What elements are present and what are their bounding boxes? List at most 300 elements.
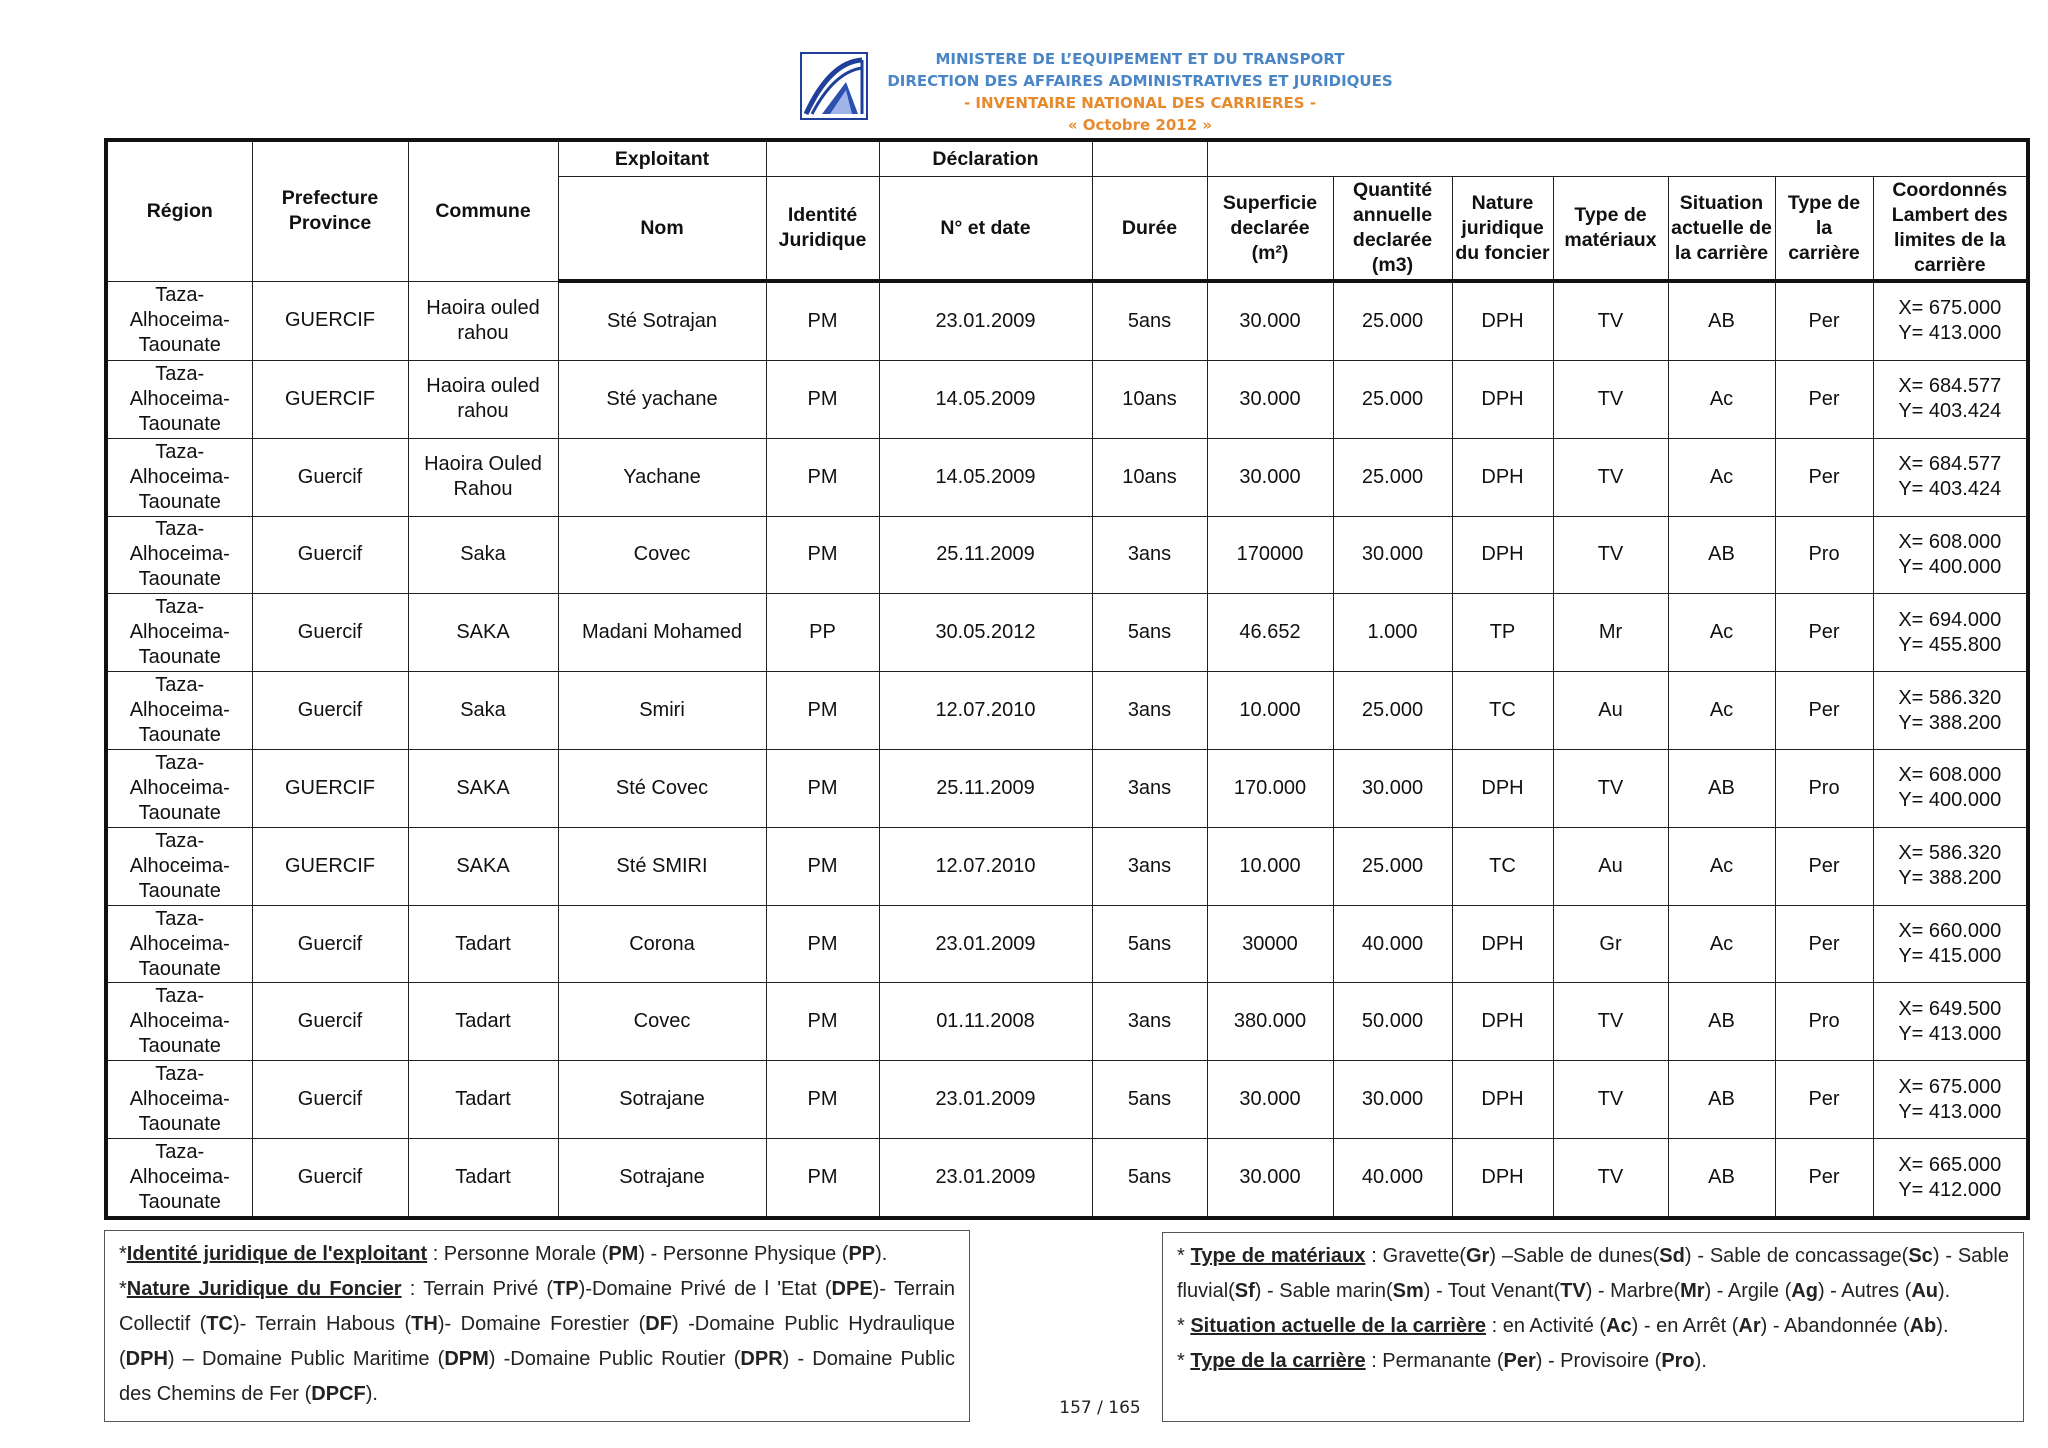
- cell-identite: PM: [766, 360, 879, 438]
- cell-commune: Tadart: [408, 1061, 558, 1139]
- coord-y: Y= 403.424: [1898, 400, 2002, 423]
- cell-province: Guercif: [252, 438, 408, 516]
- cell-materiaux: Mr: [1553, 594, 1668, 672]
- cell-nom: Yachane: [558, 438, 766, 516]
- coord-x: X= 665.000: [1898, 1153, 2002, 1176]
- cell-nature: DPH: [1452, 360, 1553, 438]
- group-header-empty-3: [1207, 140, 2028, 177]
- legend-code: Ac: [1606, 1315, 1632, 1337]
- table-row: [106, 516, 2028, 594]
- cell-region: Taza-Alhoceima-Taounate: [106, 360, 252, 438]
- cell-region: Taza-Alhoceima-Taounate: [106, 281, 252, 360]
- legend-code: DPM: [444, 1348, 489, 1370]
- cell-superficie: 380.000: [1207, 983, 1333, 1061]
- cell-quantite: 40.000: [1333, 905, 1452, 983]
- legend-text: ) - Autres (: [1817, 1280, 1912, 1302]
- cell-type: Per: [1775, 672, 1873, 750]
- group-header-empty-2: [1092, 140, 1207, 177]
- col-header-region: Région: [106, 140, 252, 281]
- col-header-coordonnees: Coordonnés Lambert des limites de la carrière: [1873, 177, 2028, 282]
- legend-left: [104, 1230, 970, 1422]
- cell-commune: Haoira ouled rahou: [408, 281, 558, 360]
- ministry-logo: [800, 52, 868, 120]
- legend-code: PM: [608, 1243, 639, 1265]
- table-row: [106, 827, 2028, 905]
- col-header-quantite: Quantité annuelle declarée (m3): [1333, 177, 1452, 282]
- cell-nature: TP: [1452, 594, 1553, 672]
- coord-y: Y= 388.200: [1898, 867, 2002, 890]
- legend-code: DPH: [125, 1348, 168, 1370]
- cell-commune: Haoira Ouled Rahou: [408, 438, 558, 516]
- coord-x: X= 586.320: [1898, 686, 2002, 709]
- cell-commune: Tadart: [408, 905, 558, 983]
- header-ministry: MINISTERE DE L’EQUIPEMENT ET DU TRANSPORT: [935, 50, 1345, 68]
- cell-nom: Sotrajane: [558, 1061, 766, 1139]
- cell-superficie: 46.652: [1207, 594, 1333, 672]
- coord-y: Y= 403.424: [1898, 478, 2002, 501]
- cell-date: 14.05.2009: [879, 438, 1092, 516]
- cell-superficie: 30000: [1207, 905, 1333, 983]
- cell-type: Per: [1775, 1139, 1873, 1218]
- cell-situation: Ac: [1668, 360, 1775, 438]
- cell-duree: 3ans: [1092, 983, 1207, 1061]
- legend-code: Ar: [1738, 1315, 1761, 1337]
- cell-commune: SAKA: [408, 594, 558, 672]
- page-number: 157 / 165: [1059, 1398, 1141, 1418]
- cell-nature: DPH: [1452, 438, 1553, 516]
- legend-situation: [1177, 1309, 2009, 1344]
- cell-identite: PM: [766, 281, 879, 360]
- legend-title: Nature Juridique du Foncier: [126, 1278, 402, 1300]
- col-header-duree: Durée: [1092, 177, 1207, 282]
- coord-x: X= 684.577: [1898, 375, 2002, 398]
- legend-text: ).: [1694, 1350, 1707, 1372]
- cell-province: Guercif: [252, 1061, 408, 1139]
- cell-superficie: 170.000: [1207, 749, 1333, 827]
- cell-identite: PP: [766, 594, 879, 672]
- cell-province: Guercif: [252, 1139, 408, 1218]
- legend-title: Type de matériaux: [1190, 1245, 1366, 1267]
- cell-commune: Tadart: [408, 983, 558, 1061]
- legend-text: *: [119, 1243, 127, 1265]
- legend-text: ) - Domaine Public des Chemins de Fer (: [119, 1348, 955, 1405]
- cell-situation: AB: [1668, 516, 1775, 594]
- legend-text: ) - Sable fluvial(: [1177, 1245, 2009, 1302]
- legend-code: Per: [1503, 1350, 1536, 1372]
- col-header-materiaux: Type de matériaux: [1553, 177, 1668, 282]
- cell-identite: PM: [766, 1139, 879, 1218]
- legend-code: TH: [411, 1313, 438, 1335]
- cell-region: Taza-Alhoceima-Taounate: [106, 438, 252, 516]
- legend-code: PP: [848, 1243, 876, 1265]
- coord-x: X= 608.000: [1898, 764, 2002, 787]
- legend-text: )-Domaine Privé de l 'Etat (: [578, 1278, 832, 1300]
- cell-type: Pro: [1775, 516, 1873, 594]
- cell-date: 23.01.2009: [879, 1061, 1092, 1139]
- col-header-commune: Commune: [408, 140, 558, 281]
- cell-identite: PM: [766, 438, 879, 516]
- cell-situation: Ac: [1668, 594, 1775, 672]
- legend-text: ).: [365, 1383, 378, 1405]
- cell-duree: 5ans: [1092, 281, 1207, 360]
- cell-materiaux: TV: [1553, 281, 1668, 360]
- legend-text: : Permanante (: [1365, 1350, 1504, 1372]
- cell-nature: DPH: [1452, 281, 1553, 360]
- legend-code: Ab: [1909, 1315, 1937, 1337]
- cell-date: 23.01.2009: [879, 281, 1092, 360]
- cell-date: 12.07.2010: [879, 827, 1092, 905]
- cell-type: Per: [1775, 281, 1873, 360]
- cell-situation: Ac: [1668, 905, 1775, 983]
- document-header: [800, 48, 1393, 148]
- coord-x: X= 649.500: [1898, 997, 2002, 1020]
- cell-coordonnees: [1873, 672, 2028, 750]
- legend-text: ) - Sable marin(: [1254, 1280, 1393, 1302]
- cell-duree: 5ans: [1092, 1139, 1207, 1218]
- cell-type: Per: [1775, 905, 1873, 983]
- legend-text: ) - Argile (: [1704, 1280, 1792, 1302]
- cell-commune: Saka: [408, 516, 558, 594]
- cell-superficie: 30.000: [1207, 1061, 1333, 1139]
- legend-code: TC: [206, 1313, 233, 1335]
- legend-materiaux: [1177, 1239, 2009, 1309]
- table-row: [106, 438, 2028, 516]
- cell-coordonnees: [1873, 360, 2028, 438]
- cell-quantite: 25.000: [1333, 827, 1452, 905]
- cell-superficie: 30.000: [1207, 438, 1333, 516]
- coord-x: X= 608.000: [1898, 530, 2002, 553]
- col-header-superficie: Superficie declarée (m²): [1207, 177, 1333, 282]
- cell-commune: Tadart: [408, 1139, 558, 1218]
- table-body: [106, 281, 2028, 1218]
- legend-text: ) - Sable de concassage(: [1684, 1245, 1909, 1267]
- legend-code: DF: [645, 1313, 672, 1335]
- table-row: [106, 749, 2028, 827]
- cell-nom: Sotrajane: [558, 1139, 766, 1218]
- group-header-exploitant: Exploitant: [558, 140, 766, 177]
- cell-region: Taza-Alhoceima-Taounate: [106, 983, 252, 1061]
- cell-province: Guercif: [252, 905, 408, 983]
- cell-nature: DPH: [1452, 1061, 1553, 1139]
- legend-code: Pro: [1661, 1350, 1695, 1372]
- legend-title: Situation actuelle de la carrière: [1190, 1315, 1487, 1337]
- cell-nom: Smiri: [558, 672, 766, 750]
- coord-y: Y= 412.000: [1898, 1178, 2002, 1201]
- cell-coordonnees: [1873, 905, 2028, 983]
- legend-text: ) - Tout Venant(: [1423, 1280, 1561, 1302]
- cell-province: GUERCIF: [252, 281, 408, 360]
- legend-text: ) -Domaine Public Routier (: [488, 1348, 741, 1370]
- cell-nom: Sté SMIRI: [558, 827, 766, 905]
- coord-y: Y= 413.000: [1898, 322, 2002, 345]
- header-direction: DIRECTION DES AFFAIRES ADMINISTRATIVES ET JURIDIQUES: [887, 72, 1393, 90]
- cell-identite: PM: [766, 749, 879, 827]
- legend-code: Sc: [1908, 1245, 1933, 1267]
- table-row: [106, 1061, 2028, 1139]
- cell-nom: Madani Mohamed: [558, 594, 766, 672]
- legend-text: : Terrain Privé (: [401, 1278, 554, 1300]
- cell-type: Per: [1775, 438, 1873, 516]
- cell-duree: 3ans: [1092, 672, 1207, 750]
- legend-title: Type de la carrière: [1190, 1350, 1366, 1372]
- cell-type: Pro: [1775, 749, 1873, 827]
- legend-text: )- Terrain Habous (: [232, 1313, 412, 1335]
- cell-situation: AB: [1668, 749, 1775, 827]
- cell-materiaux: TV: [1553, 360, 1668, 438]
- cell-commune: Saka: [408, 672, 558, 750]
- cell-nature: DPH: [1452, 749, 1553, 827]
- cell-coordonnees: [1873, 749, 2028, 827]
- col-header-province: Prefecture Province: [252, 140, 408, 281]
- coord-y: Y= 455.800: [1898, 633, 2002, 656]
- cell-superficie: 170000: [1207, 516, 1333, 594]
- legend-text: ) - Personne Physique (: [638, 1243, 849, 1265]
- coord-y: Y= 413.000: [1898, 1022, 2002, 1045]
- cell-province: Guercif: [252, 983, 408, 1061]
- legend-text: *: [1177, 1245, 1191, 1267]
- legend-code: Au: [1911, 1280, 1938, 1302]
- col-header-identite: Identité Juridique: [766, 177, 879, 282]
- legend-nature: [119, 1272, 955, 1412]
- col-header-nom: Nom: [558, 177, 766, 282]
- cell-situation: AB: [1668, 281, 1775, 360]
- legend-text: ) - Marbre(: [1585, 1280, 1681, 1302]
- quarries-table: [104, 138, 2030, 1220]
- cell-quantite: 50.000: [1333, 983, 1452, 1061]
- cell-type: Pro: [1775, 983, 1873, 1061]
- cell-materiaux: TV: [1553, 749, 1668, 827]
- group-header-empty-1: [766, 140, 879, 177]
- cell-superficie: 30.000: [1207, 360, 1333, 438]
- cell-duree: 10ans: [1092, 438, 1207, 516]
- cell-coordonnees: [1873, 438, 2028, 516]
- col-header-type: Type de la carrière: [1775, 177, 1873, 282]
- legend-text: )- Terrain Collectif (: [119, 1278, 956, 1335]
- legend-code: DPCF: [311, 1383, 366, 1405]
- legend-text: ) -Domaine Public Hydraulique (: [119, 1313, 955, 1370]
- cell-identite: PM: [766, 827, 879, 905]
- cell-commune: Haoira ouled rahou: [408, 360, 558, 438]
- cell-nature: DPH: [1452, 983, 1553, 1061]
- cell-nature: DPH: [1452, 905, 1553, 983]
- table-row: [106, 672, 2028, 750]
- legend-code: Gr: [1466, 1245, 1490, 1267]
- legend-text: ) - en Arrêt (: [1631, 1315, 1739, 1337]
- cell-province: Guercif: [252, 672, 408, 750]
- legend-text: : en Activité (: [1486, 1315, 1607, 1337]
- coord-y: Y= 400.000: [1898, 555, 2002, 578]
- cell-quantite: 25.000: [1333, 672, 1452, 750]
- legend-code: Ag: [1791, 1280, 1818, 1302]
- cell-date: 12.07.2010: [879, 672, 1092, 750]
- cell-identite: PM: [766, 983, 879, 1061]
- cell-materiaux: Au: [1553, 672, 1668, 750]
- cell-province: Guercif: [252, 594, 408, 672]
- legend-text: *: [1177, 1315, 1191, 1337]
- legend-code: DPR: [740, 1348, 783, 1370]
- table-row: [106, 905, 2028, 983]
- legend-text: ).: [1937, 1280, 1951, 1302]
- cell-superficie: 10.000: [1207, 827, 1333, 905]
- cell-province: Guercif: [252, 516, 408, 594]
- cell-region: Taza-Alhoceima-Taounate: [106, 905, 252, 983]
- cell-nom: Sté yachane: [558, 360, 766, 438]
- cell-coordonnees: [1873, 281, 2028, 360]
- cell-date: 01.11.2008: [879, 983, 1092, 1061]
- cell-region: Taza-Alhoceima-Taounate: [106, 594, 252, 672]
- cell-materiaux: TV: [1553, 1061, 1668, 1139]
- cell-situation: AB: [1668, 983, 1775, 1061]
- legend-code: Sm: [1392, 1280, 1424, 1302]
- coord-x: X= 684.577: [1898, 453, 2002, 476]
- cell-region: Taza-Alhoceima-Taounate: [106, 516, 252, 594]
- cell-identite: PM: [766, 1061, 879, 1139]
- coord-x: X= 675.000: [1898, 1075, 2002, 1098]
- cell-region: Taza-Alhoceima-Taounate: [106, 672, 252, 750]
- cell-identite: PM: [766, 516, 879, 594]
- cell-materiaux: TV: [1553, 438, 1668, 516]
- cell-province: GUERCIF: [252, 360, 408, 438]
- cell-date: 30.05.2012: [879, 594, 1092, 672]
- header-inventory-title: - INVENTAIRE NATIONAL DES CARRIERES -: [963, 94, 1317, 112]
- header-date: « Octobre 2012 »: [1067, 116, 1213, 134]
- cell-nature: TC: [1452, 827, 1553, 905]
- legend-code: TV: [1560, 1280, 1586, 1302]
- legend-title: Identité juridique de l'exploitant: [126, 1243, 428, 1265]
- cell-coordonnees: [1873, 594, 2028, 672]
- legend-code: DPE: [831, 1278, 873, 1300]
- cell-quantite: 40.000: [1333, 1139, 1452, 1218]
- cell-materiaux: TV: [1553, 983, 1668, 1061]
- cell-superficie: 30.000: [1207, 281, 1333, 360]
- cell-coordonnees: [1873, 1061, 2028, 1139]
- cell-type: Per: [1775, 594, 1873, 672]
- cell-identite: PM: [766, 905, 879, 983]
- cell-type: Per: [1775, 1061, 1873, 1139]
- cell-superficie: 10.000: [1207, 672, 1333, 750]
- legend-text: ) –Sable de dunes(: [1489, 1245, 1660, 1267]
- cell-quantite: 30.000: [1333, 749, 1452, 827]
- cell-materiaux: TV: [1553, 516, 1668, 594]
- coord-x: X= 586.320: [1898, 842, 2002, 865]
- cell-superficie: 30.000: [1207, 1139, 1333, 1218]
- coord-x: X= 694.000: [1898, 608, 2002, 631]
- legend-code: Mr: [1680, 1280, 1705, 1302]
- cell-materiaux: Au: [1553, 827, 1668, 905]
- cell-identite: PM: [766, 672, 879, 750]
- cell-quantite: 25.000: [1333, 360, 1452, 438]
- table-row: [106, 983, 2028, 1061]
- cell-date: 14.05.2009: [879, 360, 1092, 438]
- cell-nom: Covec: [558, 983, 766, 1061]
- cell-situation: Ac: [1668, 672, 1775, 750]
- cell-region: Taza-Alhoceima-Taounate: [106, 827, 252, 905]
- cell-region: Taza-Alhoceima-Taounate: [106, 1139, 252, 1218]
- cell-date: 23.01.2009: [879, 1139, 1092, 1218]
- legend-text: ).: [1936, 1315, 1949, 1337]
- table-row: [106, 281, 2028, 360]
- legend-identite: [119, 1237, 955, 1272]
- cell-coordonnees: [1873, 983, 2028, 1061]
- legend-type: [1177, 1344, 2009, 1379]
- cell-nature: DPH: [1452, 516, 1553, 594]
- legend-code: Sd: [1659, 1245, 1685, 1267]
- legend-right: [1162, 1232, 2024, 1422]
- coord-y: Y= 413.000: [1898, 1100, 2002, 1123]
- table-row: [106, 1139, 2028, 1218]
- cell-duree: 5ans: [1092, 1061, 1207, 1139]
- cell-duree: 5ans: [1092, 905, 1207, 983]
- table-row: [106, 594, 2028, 672]
- cell-commune: SAKA: [408, 749, 558, 827]
- cell-coordonnees: [1873, 827, 2028, 905]
- group-header-declaration: Déclaration: [879, 140, 1092, 177]
- cell-quantite: 25.000: [1333, 438, 1452, 516]
- coord-y: Y= 400.000: [1898, 789, 2002, 812]
- cell-nom: Sté Sotrajan: [558, 281, 766, 360]
- cell-duree: 10ans: [1092, 360, 1207, 438]
- cell-coordonnees: [1873, 1139, 2028, 1218]
- legend-code: TP: [553, 1278, 579, 1300]
- cell-quantite: 25.000: [1333, 281, 1452, 360]
- legend-text: ) - Provisoire (: [1535, 1350, 1662, 1372]
- cell-duree: 3ans: [1092, 827, 1207, 905]
- cell-date: 25.11.2009: [879, 516, 1092, 594]
- cell-duree: 3ans: [1092, 516, 1207, 594]
- legend-text: *: [1177, 1350, 1191, 1372]
- table-row: [106, 360, 2028, 438]
- cell-quantite: 30.000: [1333, 516, 1452, 594]
- coord-x: X= 675.000: [1898, 297, 2002, 320]
- legend-text: : Gravette(: [1365, 1245, 1466, 1267]
- cell-commune: SAKA: [408, 827, 558, 905]
- cell-situation: AB: [1668, 1061, 1775, 1139]
- cell-date: 23.01.2009: [879, 905, 1092, 983]
- coord-y: Y= 415.000: [1898, 945, 2002, 968]
- cell-nom: Corona: [558, 905, 766, 983]
- cell-nom: Sté Covec: [558, 749, 766, 827]
- legend-text: ).: [875, 1243, 888, 1265]
- cell-region: Taza-Alhoceima-Taounate: [106, 749, 252, 827]
- legend-text: )- Domaine Forestier (: [437, 1313, 646, 1335]
- cell-quantite: 1.000: [1333, 594, 1452, 672]
- cell-duree: 5ans: [1092, 594, 1207, 672]
- cell-situation: Ac: [1668, 827, 1775, 905]
- cell-province: GUERCIF: [252, 749, 408, 827]
- cell-nature: TC: [1452, 672, 1553, 750]
- legend-text: ) – Domaine Public Maritime (: [167, 1348, 445, 1370]
- cell-nom: Covec: [558, 516, 766, 594]
- cell-region: Taza-Alhoceima-Taounate: [106, 1061, 252, 1139]
- col-header-situation: Situation actuelle de la carrière: [1668, 177, 1775, 282]
- cell-materiaux: Gr: [1553, 905, 1668, 983]
- legend-text: : Personne Morale (: [427, 1243, 609, 1265]
- cell-situation: Ac: [1668, 438, 1775, 516]
- coord-y: Y= 388.200: [1898, 711, 2002, 734]
- cell-duree: 3ans: [1092, 749, 1207, 827]
- cell-quantite: 30.000: [1333, 1061, 1452, 1139]
- cell-type: Per: [1775, 360, 1873, 438]
- col-header-date: N° et date: [879, 177, 1092, 282]
- cell-materiaux: TV: [1553, 1139, 1668, 1218]
- cell-coordonnees: [1873, 516, 2028, 594]
- legend-text: ) - Abandonnée (: [1760, 1315, 1910, 1337]
- coord-x: X= 660.000: [1898, 920, 2002, 943]
- legend-code: Sf: [1234, 1280, 1255, 1302]
- legend-text: *: [119, 1278, 127, 1300]
- cell-situation: AB: [1668, 1139, 1775, 1218]
- cell-date: 25.11.2009: [879, 749, 1092, 827]
